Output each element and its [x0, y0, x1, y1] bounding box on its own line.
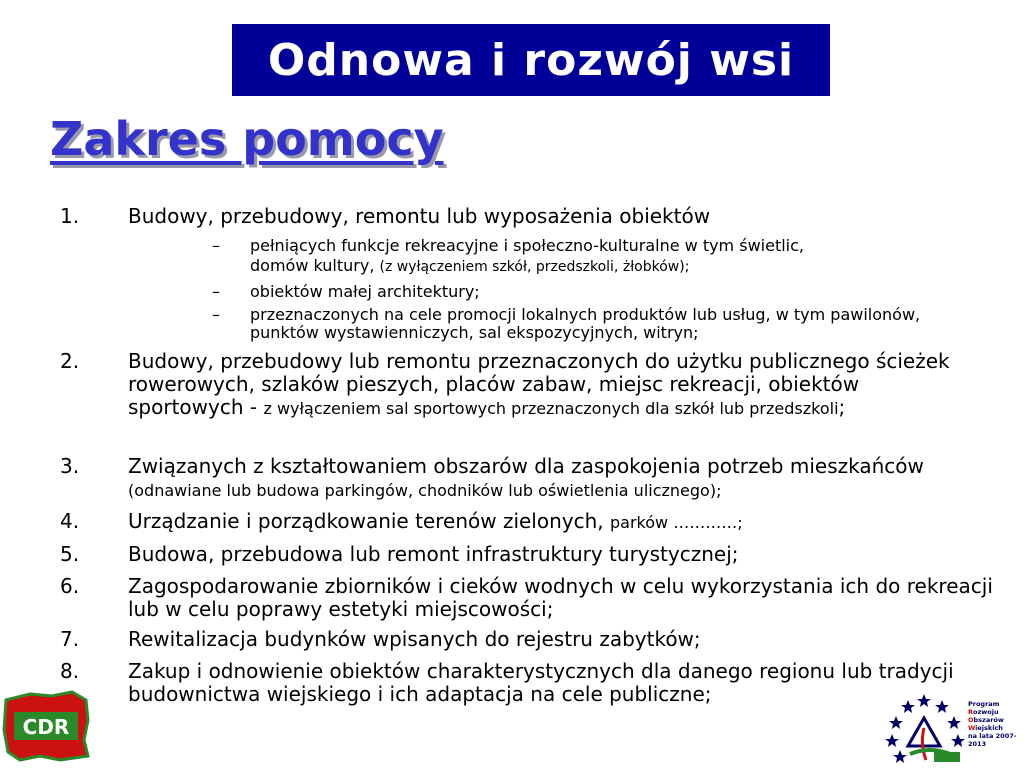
item-number: 2. — [60, 349, 80, 373]
item-main-text: Związanych z kształtowaniem obszarów dla zaspokojenia potrzeb mieszkańców — [128, 454, 924, 478]
list-item — [0, 455, 1024, 502]
item-number: 6. — [60, 574, 80, 598]
item-text: Zakup i odnowienie obiektów charakterystycznych dla danego regionu lub tradycji budownictwa wiejskiego i ich adaptacja na cele publiczne; — [128, 659, 954, 706]
cdr-logo-text: CDR — [22, 715, 70, 739]
sub-text-small: (z wyłączeniem szkół, przedszkoli, żłobków); — [379, 259, 690, 275]
item-text: Zagospodarowanie zbiorników i cieków wodnych w celu wykorzystania ich do rekreacji lub w celu poprawy estetyki miejscowości; — [128, 574, 993, 621]
sub-dash: – — [212, 282, 220, 301]
item-number: 4. — [60, 509, 80, 533]
list-item — [0, 205, 1024, 228]
sub-item-text: przeznaczonych na cele promocji lokalnych produktów lub usług, w tym pawilonów, punktów wystawienniczych, sal ekspozycyjnych, witryn; — [250, 305, 921, 342]
item-tail: ; — [838, 395, 846, 419]
sub-item — [0, 306, 1024, 342]
sub-item — [0, 236, 1024, 277]
item-small-text: z wyłączeniem sal sportowych przeznaczonych dla szkół lub przedszkoli — [263, 399, 839, 418]
item-text: Budowy, przebudowy, remontu lub wyposażenia obiektów — [128, 204, 711, 228]
header-title: Odnowa i rozwój wsi — [267, 34, 795, 86]
item-text — [128, 350, 958, 420]
item-text: Budowa, przebudowa lub remont infrastruktury turystycznej; — [128, 542, 739, 566]
item-number: 3. — [60, 454, 80, 478]
list-item — [0, 350, 1024, 420]
section-title: Zakres pomocy — [50, 112, 444, 166]
prow-logo-text: Program Rozwoju Obszarów Wiejskich na lata 2007-2013 — [968, 700, 1017, 748]
list-item — [0, 660, 1024, 706]
item-small-text: parków …………; — [610, 513, 743, 532]
sub-item-text — [250, 236, 970, 277]
list-item — [0, 628, 1024, 651]
sub-item-text: obiektów małej architektury; — [250, 282, 480, 301]
item-number: 7. — [60, 627, 80, 651]
list-item — [0, 575, 1024, 621]
sub-item — [0, 282, 1024, 302]
sub-text-main: pełniących funkcje rekreacyjne i społeczno-kulturalne w tym świetlic, — [250, 236, 804, 255]
item-text: Rewitalizacja budynków wpisanych do rejestru zabytków; — [128, 627, 701, 651]
sub-dash: – — [212, 305, 220, 324]
item-number: 1. — [60, 204, 80, 228]
item-number: 5. — [60, 542, 80, 566]
sub-text-main2: domów kultury, — [250, 256, 380, 275]
item-text — [128, 510, 998, 534]
item-main-text: Budowy, przebudowy lub remontu przeznaczonych do użytku publicznego ścieżek rowerowych, szlaków pieszych, placów zabaw, miejsc rekreacji, obiektów sportowych - — [128, 349, 950, 419]
header-banner — [232, 24, 830, 96]
sub-dash: – — [212, 236, 220, 255]
item-text — [128, 455, 988, 502]
item-main-text: Urządzanie i porządkowanie terenów zielonych, — [128, 509, 611, 533]
item-number: 8. — [60, 659, 80, 683]
cdr-logo — [0, 690, 92, 762]
item-small-text: (odnawiane lub budowa parkingów, chodników lub oświetlenia ulicznego); — [128, 481, 722, 500]
list-item — [0, 543, 1024, 566]
list-item — [0, 510, 1024, 534]
